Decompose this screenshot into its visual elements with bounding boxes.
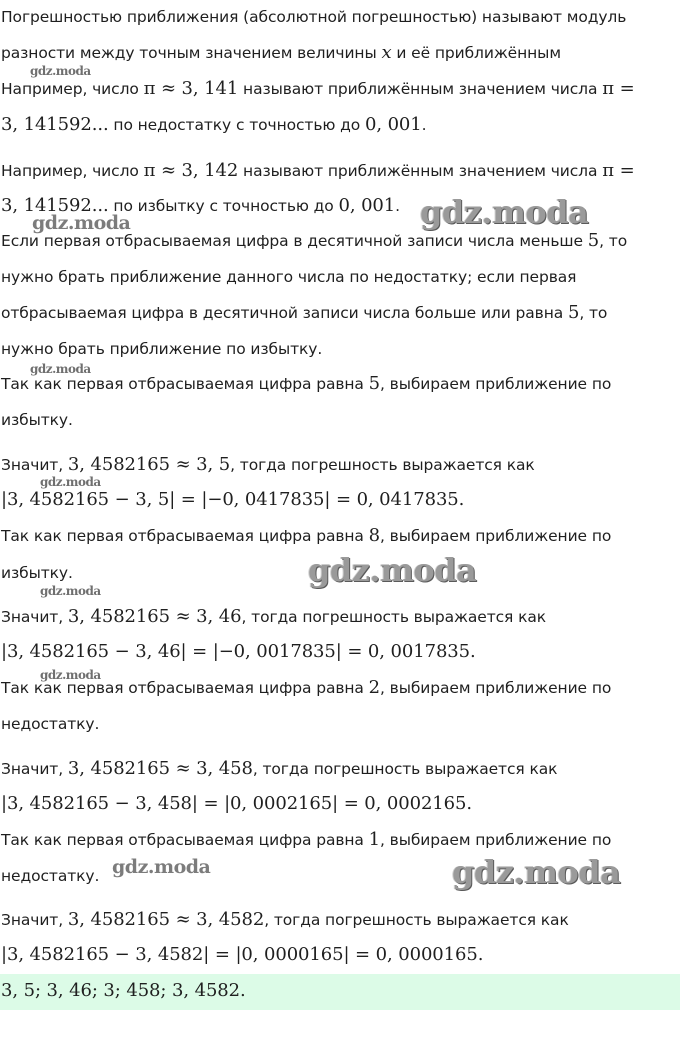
step2-line-2 [1,562,73,584]
text-span: отбрасываемая цифра в десятичной записи числа больше или равна [1,304,568,322]
text-span: недостатку. [1,715,100,733]
text-span: Значит, [1,608,68,626]
step1-line-1 [1,373,611,395]
math-expression: 3, 4582165 ≈ 3, 46 [67,606,242,627]
text-span: называют приближённым значением числа [238,162,603,180]
math-number: 5 [567,302,580,323]
math-expression: 0, 001 [338,195,396,216]
text-span: и её приближённым [391,44,561,62]
text-span: , тогда погрешность выражается как [252,760,558,778]
text-span: Так как первая отбрасываемая цифра равна [1,679,369,697]
rule-line-3 [1,302,607,324]
text-span: разности между точным значением величины [1,44,382,62]
math-expression: 3, 141592... [1,114,109,135]
answer-text: 3, 5; 3, 46; 3; 458; 3, 4582. [1,980,246,1001]
text-span: , выбираем приближение по [380,375,612,393]
math-number: 1 [368,829,381,850]
math-expression: 3, 141592... [1,195,109,216]
text-span: Значит, [1,456,68,474]
math-number: 5 [368,373,381,394]
math-expression: |3, 4582165 − 3, 46| = |−0, 0017835| = 0, 0017835. [1,641,476,662]
step4-line-2 [1,865,99,887]
math-expression: π = [602,78,635,99]
text-span: Так как первая отбрасываемая цифра равна [1,831,369,849]
step3-error-formula [1,793,472,815]
text-span: избытку. [1,411,73,429]
math-expression: 3, 4582165 ≈ 3, 458 [67,758,253,779]
watermark-logo: gdz.moda [30,64,91,78]
text-span: Погрешностью приближения (абсолютной погрешностью) называют модуль [1,8,627,26]
rule-line-2 [1,266,576,288]
text-span: недостатку. [1,867,100,885]
step2-line-1 [1,525,611,547]
step2-line-3 [1,606,546,628]
step3-line-2 [1,713,99,735]
rule-line-4 [1,338,322,360]
watermark-logo: gdz.moda [40,668,101,682]
step2-error-formula [1,641,476,663]
math-expression: 3, 4582165 ≈ 3, 4582 [67,909,265,930]
watermark-logo: gdz.moda [308,551,477,589]
watermark-logo: gdz.moda [32,212,131,234]
watermark-logo: gdz.moda [112,856,211,878]
step4-line-1 [1,829,611,851]
text-span: , тогда погрешность выражается как [264,911,569,929]
text-span: нужно брать приближение данного числа по недостатку; если первая [1,268,577,286]
paragraph-definition-line-2 [1,42,561,64]
math-expression: π = [602,160,635,181]
math-variable: x [381,42,392,63]
math-expression: |3, 4582165 − 3, 458| = |0, 0002165| = 0, 0002165. [1,793,472,814]
math-number: 8 [368,525,381,546]
text-span: , то [599,232,628,250]
step1-line-2 [1,409,73,431]
example-under-line-2 [1,114,426,136]
math-expression: |3, 4582165 − 3, 4582| = |0, 0000165| = 0, 0000165. [1,944,484,965]
math-number: 5 [587,230,600,251]
text-span: по избытку с точностью до [108,197,339,215]
text-span: . [421,116,427,134]
text-span: Например, число [1,80,144,98]
watermark-logo: gdz.moda [40,475,101,489]
example-under-line-1 [1,78,635,100]
text-span: Значит, [1,760,68,778]
math-number: 2 [368,677,381,698]
text-span: Например, число [1,162,144,180]
watermark-logo: gdz.moda [420,193,589,231]
text-span: избытку. [1,564,73,582]
step3-line-3 [1,758,557,780]
text-span: , выбираем приближение по [380,831,612,849]
math-expression: 0, 001 [364,114,422,135]
text-span: , тогда погрешность выражается как [241,608,547,626]
text-span: по недостатку с точностью до [108,116,365,134]
text-span: Если первая отбрасываемая цифра в десятичной записи числа меньше [1,232,588,250]
example-over-line-1 [1,160,635,182]
step4-error-formula [1,944,483,966]
step1-line-3 [1,454,535,476]
text-span: , то [579,304,608,322]
paragraph-definition-line-1 [1,6,626,28]
answer-box [0,974,680,1010]
text-span: , выбираем приближение по [380,527,612,545]
step4-line-3 [1,909,569,931]
math-expression: 3, 4582165 ≈ 3, 5 [67,454,231,475]
text-span: , выбираем приближение по [380,679,612,697]
math-expression: π ≈ 3, 141 [143,78,239,99]
text-span: Так как первая отбрасываемая цифра равна [1,375,369,393]
text-span: Значит, [1,911,68,929]
text-span: , тогда погрешность выражается как [230,456,535,474]
text-span: . [395,197,400,215]
watermark-logo: gdz.moda [30,362,91,376]
math-expression: π ≈ 3, 142 [143,160,239,181]
watermark-logo: gdz.moda [40,584,101,598]
math-expression: |3, 4582165 − 3, 5| = |−0, 0417835| = 0, 0417835. [1,489,465,510]
text-span: Так как первая отбрасываемая цифра равна [1,527,369,545]
step1-error-formula [1,489,464,511]
watermark-logo: gdz.moda [452,853,621,891]
text-span: называют приближённым значением числа [238,80,603,98]
text-span: нужно брать приближение по избытку. [1,340,323,358]
